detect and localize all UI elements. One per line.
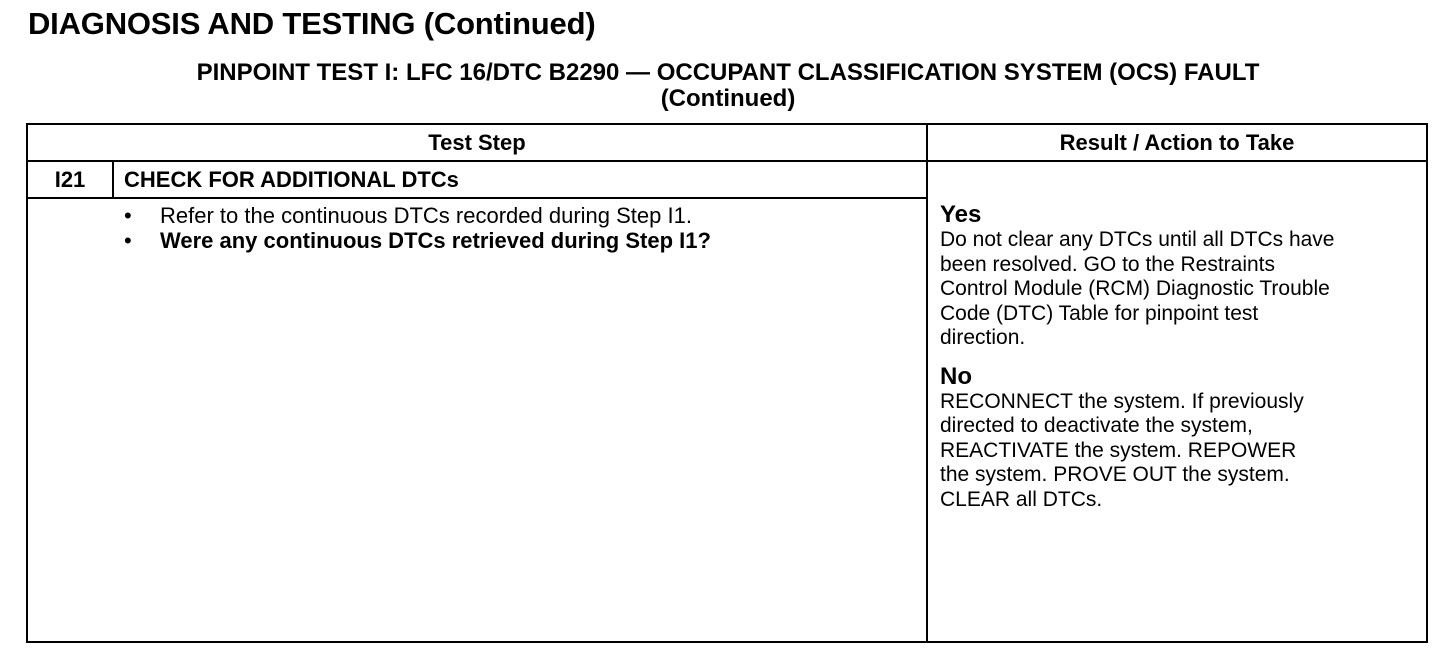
bullet-icon: • bbox=[124, 203, 132, 228]
question-text: Were any continuous DTCs retrieved during Step I1? bbox=[160, 228, 711, 253]
result-no-text: RECONNECT the system. If previously directed to deactivate the system, REACTIVATE the system. REPOWER the system. PROVE OUT the system. CLEAR all DTCs. bbox=[940, 389, 1304, 511]
pinpoint-test-table bbox=[26, 123, 1428, 643]
result-actions bbox=[940, 201, 1426, 512]
instruction-text: Refer to the continuous DTCs recorded during Step I1. bbox=[160, 203, 692, 228]
column-header-result: Result / Action to Take bbox=[1059, 130, 1295, 155]
result-no-label: No bbox=[940, 362, 972, 390]
list-item bbox=[124, 203, 711, 228]
pinpoint-test-title bbox=[28, 60, 1428, 112]
result-yes-text: Do not clear any DTCs until all DTCs have been resolved. GO to the Restraints Control Module (RCM) Diagnostic Trouble Code (DTC) Table for pinpoint test direction. bbox=[940, 228, 1335, 349]
step-number-divider bbox=[112, 162, 114, 197]
step-instructions bbox=[124, 203, 711, 253]
column-header-test-step: Test Step bbox=[428, 130, 526, 155]
pinpoint-test-title-line1: PINPOINT TEST I: LFC 16/DTC B2290 — OCCUPANT CLASSIFICATION SYSTEM (OCS) FAULT bbox=[196, 59, 1260, 86]
list-item bbox=[124, 228, 711, 253]
result-yes-label: Yes bbox=[940, 201, 982, 228]
pinpoint-test-title-line2: (Continued) bbox=[660, 85, 796, 112]
step-number: I21 bbox=[54, 167, 86, 192]
bullet-icon: • bbox=[124, 228, 132, 253]
page-title: DIAGNOSIS AND TESTING (Continued) bbox=[28, 6, 596, 41]
column-divider bbox=[926, 125, 928, 641]
step-row-divider bbox=[28, 197, 926, 199]
step-title: CHECK FOR ADDITIONAL DTCs bbox=[124, 167, 459, 192]
